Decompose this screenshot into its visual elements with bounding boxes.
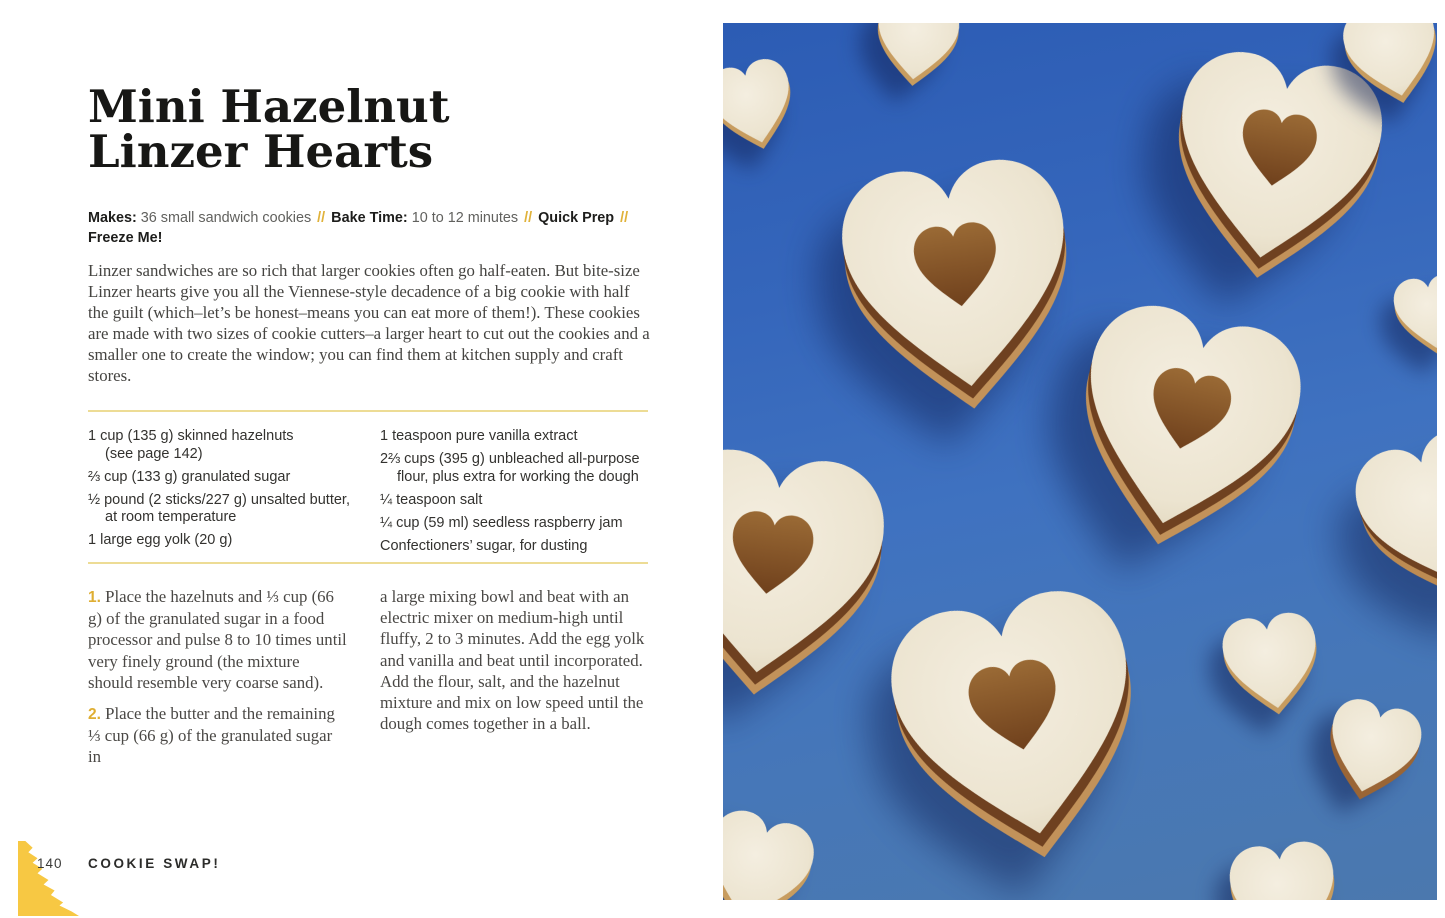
heart-cookie-icon bbox=[1212, 604, 1332, 726]
step-2-text-left: Place the butter and the remaining ⅓ cup (66 g) of the granulated sugar in bbox=[88, 704, 335, 767]
makes-value: 36 small sandwich cookies bbox=[140, 210, 312, 226]
slash-separator-icon: // bbox=[524, 210, 533, 226]
ingredient-item: Confectioners’ sugar, for dusting bbox=[380, 537, 588, 554]
recipe-photo bbox=[723, 23, 1437, 900]
quick-prep-tag: Quick Prep bbox=[538, 210, 615, 226]
step-2-number: 2. bbox=[88, 706, 101, 724]
slash-separator-icon: // bbox=[620, 210, 629, 226]
linzer-cookie-small bbox=[1212, 604, 1332, 726]
bake-time-value: 10 to 12 minutes bbox=[411, 210, 519, 226]
chapter-title: COOKIE SWAP! bbox=[88, 856, 221, 871]
heart-cookie-icon bbox=[866, 23, 967, 93]
ingredient-item: ⅔ cup (133 g) granulated sugar bbox=[88, 468, 291, 485]
ingredient-item: ½ pound (2 sticks/227 g) unsalted butter, at room temperature bbox=[88, 491, 350, 526]
ingredient-item: 1 large egg yolk (20 g) bbox=[88, 532, 233, 549]
freeze-me-tag: Freeze Me! bbox=[88, 229, 163, 246]
makes-label: Makes: bbox=[88, 210, 137, 226]
linzer-sandwich-cookie bbox=[1333, 409, 1437, 624]
page-number: 140 bbox=[37, 856, 63, 871]
ingredient-item: ¼ cup (59 ml) seedless raspberry jam bbox=[380, 514, 623, 531]
ingredients-column-right bbox=[380, 428, 662, 561]
heart-cookie-icon bbox=[723, 49, 809, 162]
heart-cookie-icon bbox=[861, 566, 1176, 885]
title-line-2: Linzer Hearts bbox=[88, 125, 434, 178]
steps-column-right bbox=[380, 586, 654, 734]
recipe-meta bbox=[88, 209, 663, 248]
ingredients-column-left bbox=[88, 428, 380, 556]
ingredient-item: ¼ teaspoon salt bbox=[380, 491, 483, 508]
step-1-text: Place the hazelnuts and ⅓ cup (66 g) of the granulated sugar in a food processor and pulse 8 to 10 times until very finely ground (the mixture should resemble very coarse sand). bbox=[88, 587, 347, 692]
steps-column-left bbox=[88, 586, 348, 768]
linzer-cookie-small bbox=[723, 797, 829, 900]
heart-cookie-icon bbox=[723, 797, 829, 900]
heart-cookie-icon bbox=[1386, 268, 1437, 362]
ingredient-item: 1 cup (135 g) skinned hazelnuts (see page 142) bbox=[88, 428, 294, 462]
step-1 bbox=[88, 586, 348, 693]
step-1-number: 1. bbox=[88, 589, 101, 606]
linzer-cookie-small bbox=[723, 49, 809, 162]
step-2-continued: a large mixing bowl and beat with an electric mixer on medium-high until fluffy, 2 to 3 minutes. Add the egg yolk and vanilla and beat until incorporated. Add the flour, salt, and the hazelnut mixture and mix on low speed until the dough comes together in a ball. bbox=[380, 587, 645, 734]
linzer-sandwich-cookie bbox=[818, 141, 1099, 427]
slash-separator-icon: // bbox=[317, 210, 326, 226]
divider-rule bbox=[88, 410, 648, 412]
bake-time-label: Bake Time: bbox=[331, 210, 408, 226]
ingredient-item: 2⅔ cups (395 g) unbleached all-purpose flour, plus extra for working the dough bbox=[380, 451, 640, 485]
linzer-cookie-small bbox=[866, 23, 967, 93]
corner-bite-graphic bbox=[18, 841, 79, 916]
intro-paragraph: Linzer sandwiches are so rich that larger cookies often go half-eaten. But bite-size Linzer hearts give you all the Viennese-style decadence of a big cookie with half the guilt (which–let’s be honest–means you can eat more of them!). These cookies are made with two sizes of cookie cutters–a larger heart to cut out the cookies and a smaller one to create the window; you can find them at kitchen supply and craft stores. bbox=[88, 261, 650, 385]
step-2 bbox=[88, 703, 348, 768]
linzer-cookie-small bbox=[1219, 833, 1349, 900]
title-line-1: Mini Hazelnut bbox=[88, 80, 450, 133]
heart-cookie-icon bbox=[1219, 833, 1349, 900]
linzer-sandwich-cookie bbox=[861, 566, 1176, 885]
linzer-cookie-small bbox=[1386, 268, 1437, 362]
ingredient-item: 1 teaspoon pure vanilla extract bbox=[380, 428, 578, 444]
page-title bbox=[88, 80, 688, 178]
heart-cookie-icon bbox=[1333, 409, 1437, 624]
divider-rule bbox=[88, 562, 648, 564]
heart-cookie-icon bbox=[818, 141, 1099, 427]
